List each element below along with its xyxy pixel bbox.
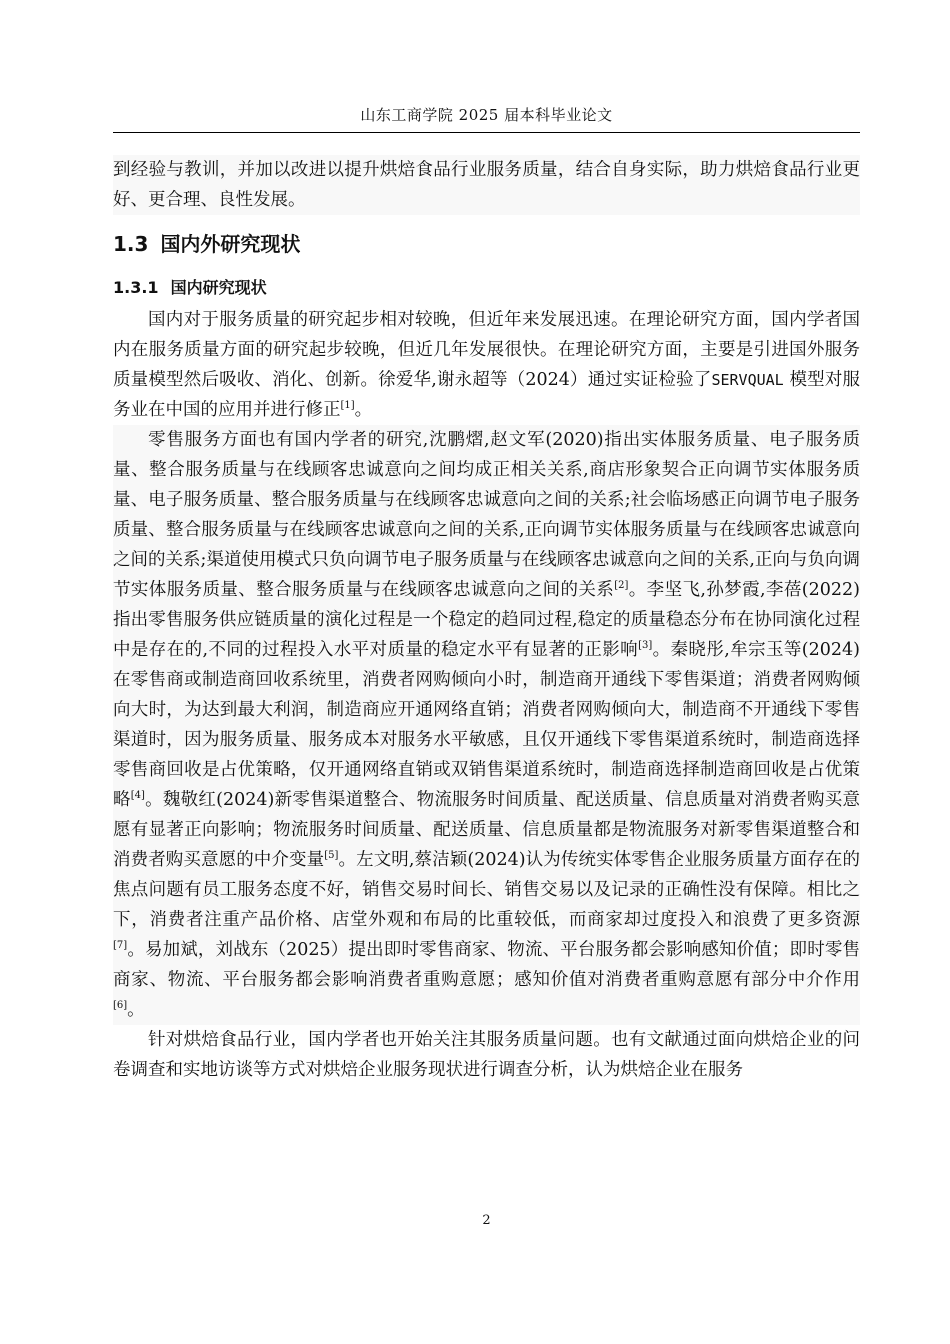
citation-5: [5] <box>324 850 339 862</box>
running-header: 山东工商学院 2025 届本科毕业论文 <box>360 106 613 124</box>
citation-6: [6] <box>113 1000 128 1012</box>
citation-4: [4] <box>130 790 145 802</box>
citation-3: [3] <box>638 640 653 652</box>
citation-1: [1] <box>340 400 355 412</box>
subsection-heading <box>113 277 860 299</box>
section-number: 1.3 <box>113 232 149 256</box>
page-number: 2 <box>482 1213 491 1228</box>
paragraph-2-sentence-5: 。左文明,蔡洁颖(2024)认为传统实体零售企业服务质量方面存在的焦点问题有员工服务态度不好，销售交易时间长、销售交易以及记录的正确性没有保障。相比之下，消费者注重产品价格、店堂外观和布局的比重较低，而商家却过度投入和浪费了更多资源 <box>113 850 860 930</box>
servqual-term: SERVQUAL <box>711 371 784 389</box>
subsection-title: 国内研究现状 <box>170 278 267 297</box>
intro-paragraph: 到经验与教训，并加以改进以提升烘焙食品行业服务质量，结合自身实际，助力烘焙食品行业更好、更合理、良性发展。 <box>113 155 860 215</box>
header-rule <box>113 132 860 133</box>
paragraph-2-sentence-3: 。秦晓彤,牟宗玉等(2024)在零售商或制造商回收系统里，消费者网购倾向小时，制造商开通线下零售渠道；消费者网购倾向大时，为达到最大利润，制造商应开通网络直销；消费者网购倾向大，制造商不开通线下零售渠道时，因为服务质量、服务成本对服务水平敏感，且仅开通线下零售渠道系统时，制造商选择零售商回收是占优策略，仅开通网络直销或双销售渠道系统时，制造商选择制造商回收是占优策略 <box>113 640 860 810</box>
section-heading <box>113 231 860 257</box>
page-body <box>113 155 860 1085</box>
paragraph-2-sentence-1: 零售服务方面也有国内学者的研究,沈鹏熠,赵文军(2020)指出实体服务质量、电子服务质量、整合服务质量与在线顾客忠诚意向之间均成正相关关系,商店形象契合正向调节实体服务质量、电子服务质量、整合服务质量与在线顾客忠诚意向之间的关系;社会临场感正向调节电子服务质量、整合服务质量与在线顾客忠诚意向之间的关系,正向调节实体服务质量与在线顾客忠诚意向之间的关系;渠道使用模式只负向调节电子服务质量与在线顾客忠诚意向之间的关系,正向与负向调节实体服务质量、整合服务质量与在线顾客忠诚意向之间的关系 <box>113 430 860 600</box>
paragraph-1-text: 国内对于服务质量的研究起步相对较晚，但近年来发展迅速。在理论研究方面，国内学者国内在服务质量方面的研究起步较晚，但近几年发展很快。在理论研究方面，主要是引进国外服务质量模型然后吸收、消化、创新。徐爱华,谢永超等（2024）通过实证检验了 <box>113 310 860 390</box>
paragraph-2-sentence-4: 。魏敬红(2024)新零售渠道整合、物流服务时间质量、配送质量、信息质量对消费者购买意愿有显著正向影响；物流服务时间质量、配送质量、信息质量都是物流服务对新零售渠道整合和消费者购买意愿的中介变量 <box>113 790 860 870</box>
paragraph-2 <box>113 425 860 1025</box>
paragraph-3: 针对烘焙食品行业，国内学者也开始关注其服务质量问题。也有文献通过面向烘焙企业的问卷调查和实地访谈等方式对烘焙企业服务现状进行调查分析，认为烘焙企业在服务 <box>113 1030 860 1080</box>
paragraph-2-sentence-6: 。易加斌，刘战东（2025）提出即时零售商家、物流、平台服务都会影响感知价值；即时零售商家、物流、平台服务都会影响消费者重购意愿；感知价值对消费者重购意愿有部分中介作用 <box>113 940 860 990</box>
paragraph-1-tail: 模型对服务业在中国的应用并进行修正 <box>113 370 860 420</box>
paragraph-2-sentence-2: 。李坚飞,孙梦霞,李蓓(2022)指出零售服务供应链质量的演化过程是一个稳定的趋同过程,稳定的质量稳态分布在协同演化过程中是存在的,不同的过程投入水平对质量的稳定水平有显著的正影响 <box>113 580 860 660</box>
subsection-number: 1.3.1 <box>113 278 159 297</box>
section-title: 国内外研究现状 <box>160 232 301 256</box>
paragraph-2-end: 。 <box>127 1000 145 1020</box>
paragraph-1 <box>113 305 860 425</box>
paragraph-1-end: 。 <box>354 400 373 420</box>
citation-7: [7] <box>113 940 128 952</box>
citation-2: [2] <box>614 580 629 592</box>
